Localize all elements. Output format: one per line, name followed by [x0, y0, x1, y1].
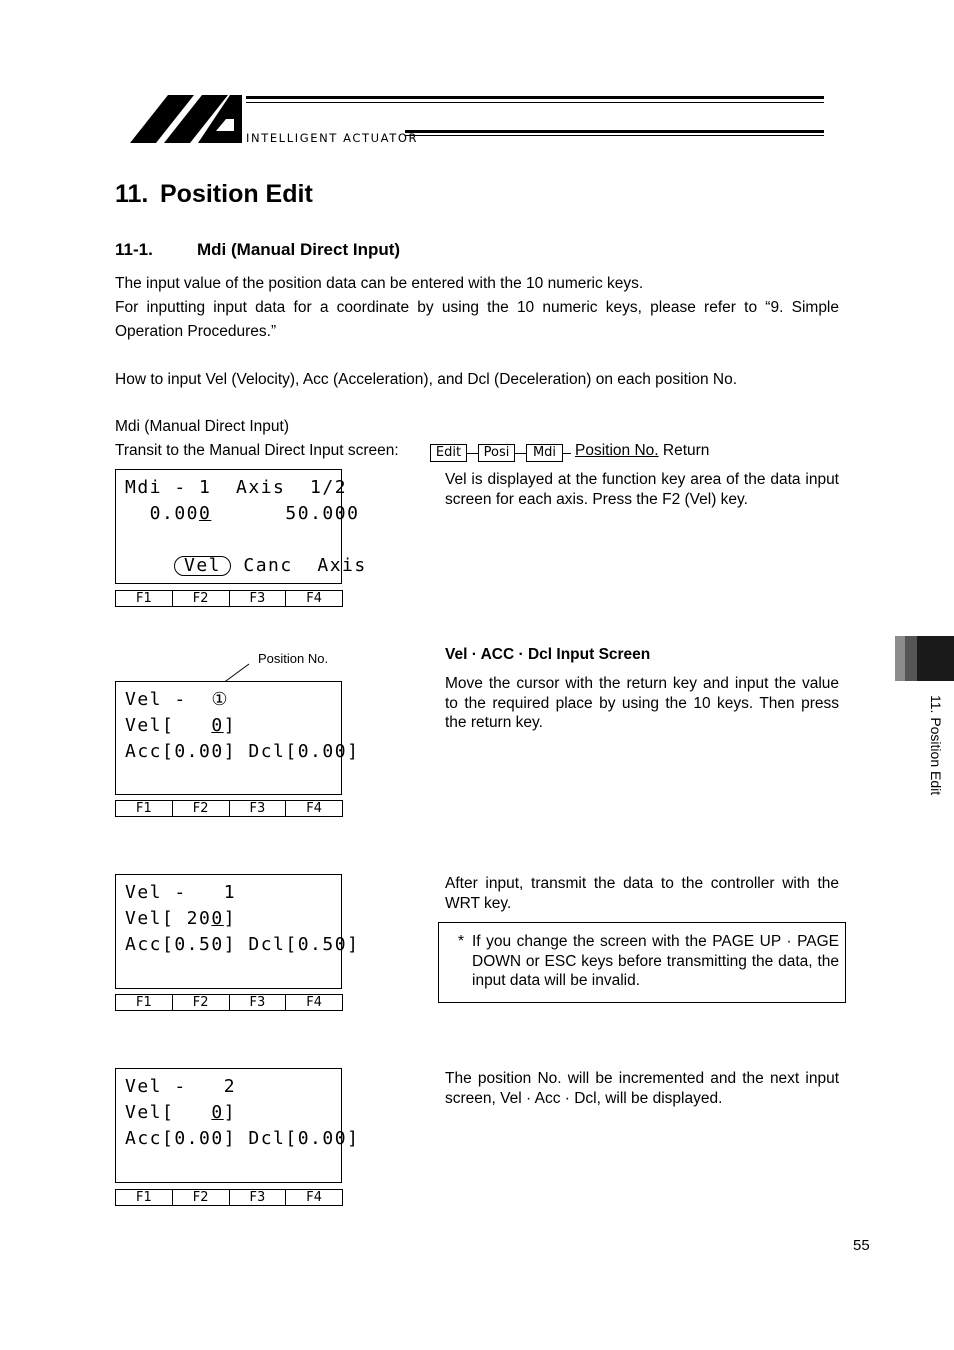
lcd-line: Vel[ 0]: [125, 1102, 237, 1123]
transit-label: Transit to the Manual Direct Input screen:: [115, 442, 399, 459]
lcd-line: Acc[0.50] Dcl[0.50]: [125, 934, 360, 955]
side-tab-dark: [917, 636, 954, 681]
edit-key: Edit: [430, 444, 467, 462]
page-number: 55: [853, 1237, 870, 1254]
note-text: If you change the screen with the PAGE UP · PAGE DOWN or ESC keys before transmitting the data, the input data will be invalid.: [472, 933, 839, 989]
mdi-key: Mdi: [526, 444, 563, 462]
logo-rule-top-1: [246, 96, 824, 99]
function-keys: [115, 994, 343, 1011]
lcd-screen-1: [115, 469, 367, 584]
lcd-line: Mdi - 1 Axis 1/2: [125, 477, 348, 498]
note-asterisk: *: [458, 933, 465, 950]
lcd-screen-4: [115, 1068, 360, 1183]
callout-label: Position No.: [258, 651, 329, 666]
f1-key: F1: [116, 591, 173, 606]
f3-key: F3: [230, 995, 287, 1010]
description-2-title: Vel · ACC · Dcl Input Screen: [445, 646, 651, 663]
side-tab-mid: [905, 636, 917, 681]
f3-key: F3: [230, 801, 287, 816]
description-3: After input, transmit the data to the controller with the WRT key.: [445, 875, 839, 912]
f4-key: F4: [306, 591, 322, 606]
f4-key: F4: [306, 1190, 322, 1205]
description-2: Move the cursor with the return key and input the value to the required place by using the 10 keys. Then press the return key.: [445, 675, 839, 731]
lcd-screen-2: [115, 681, 360, 795]
logo-text: INTELLIGENT ACTUATOR: [246, 131, 419, 145]
lcd-line: Vel - 1: [125, 882, 237, 903]
lcd-line: Acc[0.00] Dcl[0.00]: [125, 741, 360, 762]
f2-key: F2: [173, 995, 230, 1010]
f4-key: F4: [306, 995, 322, 1010]
section-title: 11-1. Mdi (Manual Direct Input): [115, 240, 401, 259]
description-1: Vel is displayed at the function key area of the data input screen for each axis. Press the F2 (Vel) key.: [445, 471, 839, 508]
page-title: 11. Position Edit: [115, 180, 313, 208]
side-tab-light: [895, 636, 905, 681]
function-keys: [115, 1189, 343, 1206]
intro-paragraph-2: For inputting input data for a coordinate by using the 10 numeric keys, please refer to “9. Simple Operation Procedures.”: [115, 299, 839, 340]
posi-key: Posi: [478, 444, 515, 462]
f2-key: F2: [173, 1190, 230, 1205]
f1-key: F1: [116, 1190, 173, 1205]
f3-key: F3: [230, 591, 287, 606]
lcd-line: Acc[0.00] Dcl[0.00]: [125, 1128, 360, 1149]
lcd-line: 0.000 50.000: [125, 503, 360, 524]
key-connector: [514, 453, 526, 454]
function-keys: [115, 590, 343, 607]
intro-paragraph-4: Mdi (Manual Direct Input): [115, 418, 290, 435]
f4-key: F4: [306, 801, 322, 816]
position-no-key-text: Position No. Return: [575, 442, 710, 459]
f3-key: F3: [230, 1190, 287, 1205]
function-keys: [115, 800, 343, 817]
description-4: The position No. will be incremented and the next input screen, Vel · Acc · Dcl, will be displayed.: [445, 1070, 839, 1107]
iai-logo-icon: [126, 93, 246, 145]
logo-rule-bottom-2: [405, 135, 824, 136]
f1-key: F1: [116, 995, 173, 1010]
vel-softkey: Vel: [174, 556, 231, 576]
key-connector: [562, 453, 571, 454]
lcd-screen-3: [115, 874, 360, 989]
side-chapter-label: 11. Position Edit: [928, 695, 944, 796]
intro-paragraph-1: The input value of the position data can be entered with the 10 numeric keys.: [115, 275, 644, 292]
lcd-line: Vel[ 200]: [125, 908, 237, 929]
f2-key: F2: [173, 801, 230, 816]
logo-rule-top-2: [246, 102, 824, 103]
lcd-line: Vel - 2: [125, 1076, 237, 1097]
f2-key: F2: [173, 591, 230, 606]
f1-key: F1: [116, 801, 173, 816]
lcd-line: Vel - ①: [125, 689, 229, 710]
intro-paragraph-3: How to input Vel (Velocity), Acc (Acceleration), and Dcl (Deceleration) on each position No.: [115, 371, 738, 388]
logo-rule-bottom-1: [405, 130, 824, 133]
key-connector: [466, 453, 478, 454]
lcd-line: Vel Canc Axis: [174, 555, 367, 576]
lcd-line: Vel[ 0]: [125, 715, 237, 736]
